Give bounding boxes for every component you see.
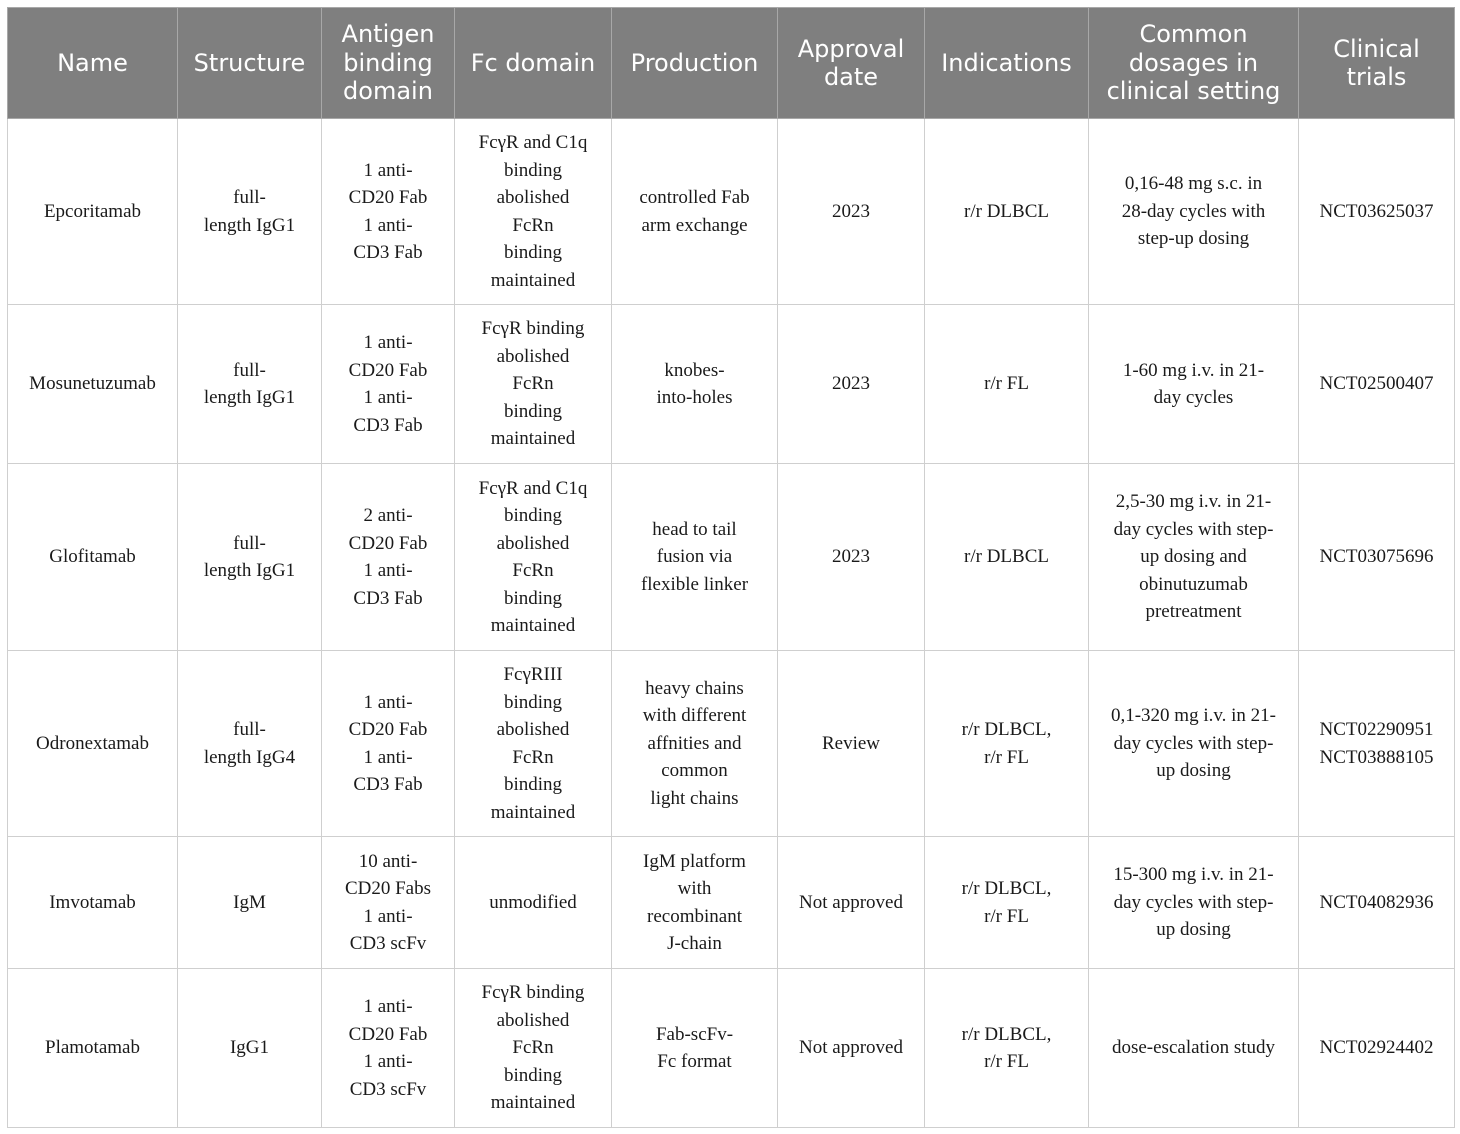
cell-text-line: heavy chains bbox=[645, 677, 744, 699]
cell-fc bbox=[455, 119, 612, 305]
cell-text-line: FcRn bbox=[512, 1037, 554, 1059]
cell-text-line: Fc format bbox=[657, 1051, 732, 1072]
cell-dosage bbox=[1089, 464, 1299, 651]
cell-text-line: 0,16-48 mg s.c. in bbox=[1124, 173, 1263, 195]
cell-text-line: NCT04082936 bbox=[1319, 891, 1434, 913]
cell-text-line: FcγR and C1q bbox=[478, 477, 588, 499]
cell-text-line: unmodified bbox=[489, 891, 577, 913]
cell-text-line: maintained bbox=[490, 801, 576, 823]
cell-indications bbox=[925, 651, 1089, 837]
cell-text-line: up dosing and bbox=[1140, 546, 1247, 568]
cell-text-line: 1 anti- bbox=[363, 560, 413, 581]
cell-name bbox=[8, 119, 178, 305]
cell-text-line: r/r FL bbox=[984, 746, 1029, 768]
cell-trials bbox=[1299, 464, 1455, 651]
cell-production bbox=[612, 305, 778, 464]
header-text-line: Antigen bbox=[341, 20, 435, 49]
antibody-comparison-table bbox=[7, 7, 1455, 1128]
cell-text-line: recombinant bbox=[647, 905, 742, 927]
header-text-line: Clinical bbox=[1333, 34, 1420, 63]
cell-antigen bbox=[322, 464, 455, 651]
cell-antigen bbox=[322, 119, 455, 305]
cell-text-line: abolished bbox=[496, 719, 570, 740]
cell-trials bbox=[1299, 651, 1455, 837]
cell-text-line: maintained bbox=[490, 615, 576, 636]
table-row bbox=[8, 837, 1455, 969]
cell-dosage bbox=[1089, 305, 1299, 464]
cell-text-line: pretreatment bbox=[1145, 601, 1242, 623]
cell-text-line: 2,5-30 mg i.v. in 21- bbox=[1115, 491, 1272, 513]
cell-text-line: binding bbox=[503, 159, 563, 181]
cell-text-line: 2023 bbox=[832, 373, 870, 395]
cell-text-line: 1 anti- bbox=[363, 746, 413, 768]
cell-text-line: 1 anti- bbox=[363, 905, 413, 927]
cell-text-line: CD20 Fab bbox=[348, 532, 428, 554]
cell-text-line: 15-300 mg i.v. in 21- bbox=[1113, 864, 1274, 886]
cell-structure bbox=[178, 305, 322, 464]
cell-name bbox=[8, 305, 178, 464]
cell-approval bbox=[778, 119, 925, 305]
cell-text-line: CD3 Fab bbox=[353, 587, 423, 609]
cell-approval bbox=[778, 305, 925, 464]
cell-text-line: abolished bbox=[496, 1009, 570, 1031]
cell-text-line: r/r FL bbox=[984, 373, 1029, 395]
cell-trials bbox=[1299, 305, 1455, 464]
cell-text-line: CD20 Fab bbox=[348, 1023, 428, 1045]
cell-trials bbox=[1299, 837, 1455, 969]
cell-text-line: 2 anti- bbox=[363, 505, 413, 526]
header-text-line: trials bbox=[1346, 63, 1407, 91]
cell-structure bbox=[178, 969, 322, 1128]
cell-text-line: controlled Fab bbox=[639, 187, 750, 208]
header-indications bbox=[925, 8, 1089, 119]
header-text-line: clinical setting bbox=[1106, 77, 1281, 106]
cell-text-line: full- bbox=[233, 359, 266, 381]
cell-text-line: FcRn bbox=[512, 214, 554, 236]
cell-dosage bbox=[1089, 837, 1299, 969]
header-text-line: Fc domain bbox=[470, 48, 596, 77]
cell-text-line: up dosing bbox=[1156, 760, 1231, 782]
cell-text-line: NCT03075696 bbox=[1319, 546, 1434, 568]
cell-text-line: maintained bbox=[490, 428, 576, 450]
cell-text-line: binding bbox=[503, 242, 563, 263]
cell-approval bbox=[778, 969, 925, 1128]
header-text-line: dosages in bbox=[1128, 48, 1259, 77]
cell-text-line: FcRn bbox=[512, 746, 554, 768]
cell-text-line: r/r DLBCL, bbox=[961, 719, 1052, 740]
cell-text-line: r/r FL bbox=[984, 905, 1029, 927]
table-row bbox=[8, 651, 1455, 837]
header-structure bbox=[178, 8, 322, 119]
cell-text-line: r/r DLBCL, bbox=[961, 1023, 1052, 1045]
cell-text-line: IgM platform bbox=[643, 850, 746, 872]
table-header-row bbox=[8, 8, 1455, 119]
cell-text-line: NCT02500407 bbox=[1319, 373, 1434, 395]
cell-text-line: r/r DLBCL, bbox=[961, 878, 1052, 899]
table-body bbox=[8, 119, 1455, 1128]
cell-text-line: abolished bbox=[496, 345, 570, 367]
cell-structure bbox=[178, 464, 322, 651]
cell-name bbox=[8, 837, 178, 969]
cell-text-line: length IgG4 bbox=[203, 746, 296, 768]
cell-text-line: FcγR binding bbox=[481, 982, 585, 1004]
cell-text-line: 0,1-320 mg i.v. in 21- bbox=[1110, 705, 1276, 727]
cell-text-line: knobes- bbox=[664, 359, 725, 381]
cell-text-line: Epcoritamab bbox=[43, 200, 142, 222]
cell-dosage bbox=[1089, 969, 1299, 1128]
cell-text-line: abolished bbox=[496, 187, 570, 208]
cell-text-line: day cycles bbox=[1153, 387, 1234, 408]
cell-text-line: length IgG1 bbox=[203, 387, 296, 408]
header-text-line: Approval bbox=[797, 34, 905, 63]
cell-name bbox=[8, 969, 178, 1128]
cell-text-line: Not approved bbox=[799, 891, 903, 913]
cell-indications bbox=[925, 119, 1089, 305]
cell-text-line: NCT03888105 bbox=[1319, 746, 1434, 768]
cell-text-line: CD20 Fab bbox=[348, 187, 428, 208]
cell-text-line: IgG1 bbox=[229, 1037, 270, 1059]
cell-text-line: full- bbox=[233, 532, 266, 554]
cell-text-line: with different bbox=[642, 705, 747, 727]
cell-text-line: Mosunetuzumab bbox=[29, 373, 156, 395]
cell-production bbox=[612, 837, 778, 969]
cell-text-line: FcγRIII bbox=[503, 664, 563, 685]
cell-text-line: Not approved bbox=[799, 1037, 903, 1059]
cell-text-line: day cycles with step- bbox=[1113, 732, 1274, 754]
cell-text-line: abolished bbox=[496, 532, 570, 554]
cell-approval bbox=[778, 464, 925, 651]
cell-text-line: Review bbox=[821, 732, 881, 754]
cell-text-line: CD3 Fab bbox=[353, 774, 423, 795]
cell-text-line: binding bbox=[503, 691, 563, 713]
table-row bbox=[8, 119, 1455, 305]
cell-text-line: obinutuzumab bbox=[1139, 573, 1248, 595]
cell-text-line: binding bbox=[503, 505, 563, 526]
cell-name bbox=[8, 651, 178, 837]
cell-text-line: Plamotamab bbox=[45, 1037, 140, 1059]
cell-antigen bbox=[322, 837, 455, 969]
cell-production bbox=[612, 119, 778, 305]
cell-text-line: affnities and bbox=[647, 732, 742, 754]
cell-text-line: binding bbox=[503, 774, 563, 795]
cell-text-line: NCT02290951 bbox=[1319, 719, 1434, 740]
table-row bbox=[8, 969, 1455, 1128]
cell-text-line: day cycles with step- bbox=[1113, 891, 1274, 913]
cell-dosage bbox=[1089, 119, 1299, 305]
header-text-line: Production bbox=[630, 48, 759, 77]
cell-fc bbox=[455, 464, 612, 651]
cell-text-line: day cycles with step- bbox=[1113, 518, 1274, 540]
cell-text-line: full- bbox=[233, 719, 266, 740]
cell-indications bbox=[925, 969, 1089, 1128]
cell-text-line: binding bbox=[503, 587, 563, 609]
header-name bbox=[8, 8, 178, 119]
cell-text-line: NCT03625037 bbox=[1319, 200, 1434, 222]
cell-text-line: 1 anti- bbox=[363, 1051, 413, 1072]
cell-approval bbox=[778, 837, 925, 969]
cell-text-line: dose-escalation study bbox=[1111, 1037, 1276, 1059]
cell-text-line: step-up dosing bbox=[1137, 228, 1250, 250]
cell-text-line: r/r DLBCL bbox=[964, 200, 1049, 222]
cell-text-line: flexible linker bbox=[640, 573, 749, 595]
cell-production bbox=[612, 969, 778, 1128]
cell-name bbox=[8, 464, 178, 651]
cell-approval bbox=[778, 651, 925, 837]
header-clinical-trials bbox=[1299, 8, 1455, 119]
header-production bbox=[612, 8, 778, 119]
cell-text-line: light chains bbox=[650, 787, 739, 809]
cell-text-line: common bbox=[661, 760, 728, 782]
cell-text-line: 1 anti- bbox=[363, 214, 413, 236]
cell-text-line: arm exchange bbox=[641, 214, 748, 236]
cell-text-line: r/r FL bbox=[984, 1051, 1029, 1072]
table-row bbox=[8, 305, 1455, 464]
cell-text-line: maintained bbox=[490, 269, 576, 291]
cell-text-line: head to tail bbox=[652, 518, 737, 540]
cell-text-line: fusion via bbox=[656, 546, 733, 568]
cell-trials bbox=[1299, 119, 1455, 305]
cell-text-line: FcRn bbox=[512, 373, 554, 395]
cell-text-line: binding bbox=[503, 1064, 563, 1086]
cell-fc bbox=[455, 837, 612, 969]
cell-antigen bbox=[322, 969, 455, 1128]
cell-text-line: 28-day cycles with bbox=[1121, 200, 1266, 222]
header-antigen-binding-domain bbox=[322, 8, 455, 119]
cell-fc bbox=[455, 651, 612, 837]
cell-text-line: with bbox=[677, 878, 712, 899]
cell-text-line: FcγR and C1q bbox=[478, 132, 588, 153]
cell-structure bbox=[178, 837, 322, 969]
cell-text-line: 2023 bbox=[832, 546, 870, 568]
cell-text-line: Glofitamab bbox=[49, 546, 136, 568]
cell-text-line: binding bbox=[503, 400, 563, 422]
cell-text-line: 1-60 mg i.v. in 21- bbox=[1122, 359, 1265, 381]
cell-text-line: CD3 Fab bbox=[353, 242, 423, 263]
cell-text-line: CD20 Fab bbox=[348, 719, 428, 740]
cell-text-line: into-holes bbox=[656, 387, 733, 408]
cell-indications bbox=[925, 837, 1089, 969]
header-common-dosages bbox=[1089, 8, 1299, 119]
cell-antigen bbox=[322, 305, 455, 464]
cell-text-line: r/r DLBCL bbox=[964, 546, 1049, 568]
cell-text-line: CD20 Fab bbox=[348, 359, 428, 381]
cell-text-line: Odronextamab bbox=[36, 732, 149, 754]
cell-text-line: up dosing bbox=[1156, 919, 1231, 941]
cell-indications bbox=[925, 464, 1089, 651]
cell-text-line: IgM bbox=[233, 891, 266, 913]
table-row bbox=[8, 464, 1455, 651]
cell-text-line: 1 anti- bbox=[363, 159, 413, 181]
cell-text-line: 1 anti- bbox=[363, 332, 413, 353]
header-approval-date bbox=[778, 8, 925, 119]
header-text-line: Common bbox=[1139, 20, 1248, 49]
cell-text-line: NCT02924402 bbox=[1319, 1037, 1434, 1059]
cell-text-line: 1 anti- bbox=[363, 996, 413, 1017]
header-fc-domain bbox=[455, 8, 612, 119]
cell-text-line: 1 anti- bbox=[363, 691, 413, 713]
cell-fc bbox=[455, 969, 612, 1128]
cell-production bbox=[612, 464, 778, 651]
header-text-line: domain bbox=[343, 77, 433, 106]
cell-text-line: length IgG1 bbox=[203, 214, 296, 236]
cell-text-line: 10 anti- bbox=[358, 850, 418, 872]
cell-text-line: length IgG1 bbox=[203, 560, 296, 581]
cell-text-line: FcRn bbox=[512, 560, 554, 581]
cell-text-line: full- bbox=[233, 187, 266, 208]
cell-structure bbox=[178, 119, 322, 305]
cell-text-line: FcγR binding bbox=[481, 318, 585, 340]
cell-text-line: CD3 scFv bbox=[349, 933, 427, 954]
header-text-line: date bbox=[823, 63, 879, 91]
header-text-line: Indications bbox=[941, 48, 1072, 77]
cell-indications bbox=[925, 305, 1089, 464]
cell-fc bbox=[455, 305, 612, 464]
cell-dosage bbox=[1089, 651, 1299, 837]
cell-text-line: 1 anti- bbox=[363, 387, 413, 408]
header-text-line: binding bbox=[343, 48, 433, 77]
cell-text-line: CD20 Fabs bbox=[344, 878, 432, 899]
cell-trials bbox=[1299, 969, 1455, 1128]
cell-production bbox=[612, 651, 778, 837]
cell-text-line: Fab-scFv- bbox=[655, 1023, 734, 1045]
cell-text-line: J-chain bbox=[667, 933, 722, 954]
header-text-line: Structure bbox=[193, 48, 306, 77]
cell-text-line: 2023 bbox=[832, 200, 870, 222]
cell-structure bbox=[178, 651, 322, 837]
cell-text-line: CD3 scFv bbox=[349, 1078, 427, 1100]
cell-text-line: maintained bbox=[490, 1092, 576, 1114]
header-text-line: Name bbox=[57, 48, 128, 77]
cell-text-line: Imvotamab bbox=[49, 891, 136, 913]
cell-text-line: CD3 Fab bbox=[353, 414, 423, 436]
cell-antigen bbox=[322, 651, 455, 837]
